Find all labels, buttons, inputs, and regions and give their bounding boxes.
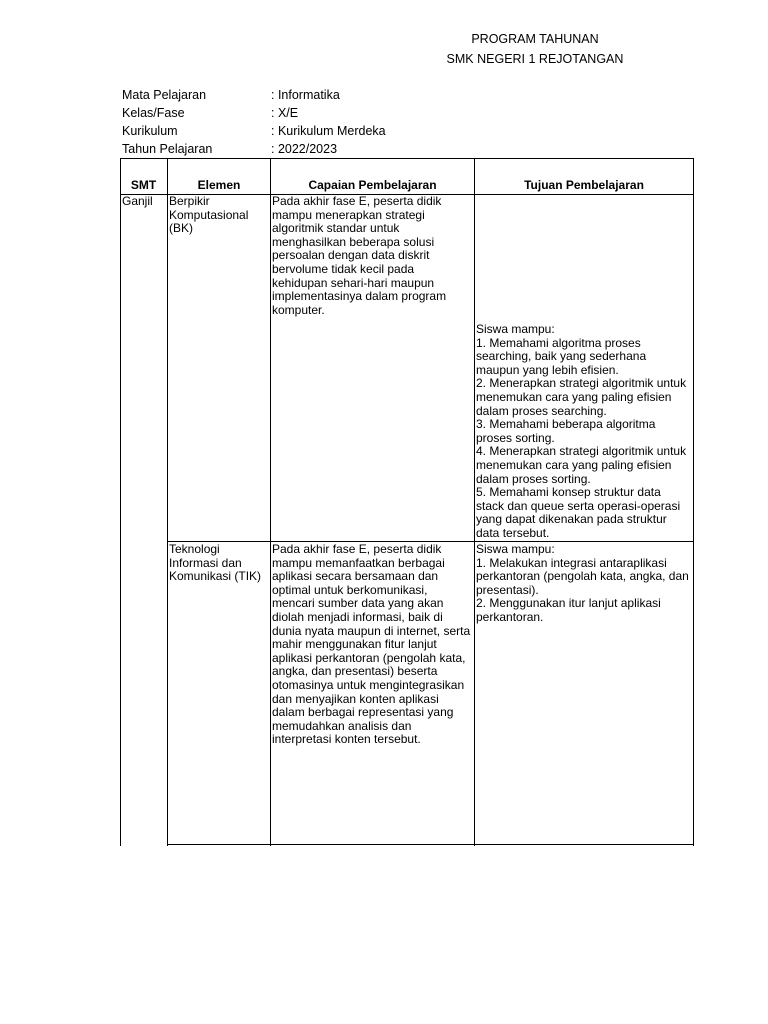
meta-label: Mata Pelajaran xyxy=(122,88,207,102)
meta-value: : Kurikulum Merdeka xyxy=(271,124,386,138)
table-top-border xyxy=(120,158,694,159)
column-border-capaian xyxy=(474,158,475,846)
tujuan-item: 3. Memahami beberapa algoritma proses sorting. xyxy=(476,417,656,445)
tujuan-item: 4. Menerapkan strategi algoritmik untuk menemukan cara yang paling efisien dalam proses sorting. xyxy=(476,444,687,486)
document-title: PROGRAM TAHUNAN xyxy=(471,32,599,46)
table-bottom-border xyxy=(167,844,694,845)
tujuan-cell-tik xyxy=(476,543,692,625)
header-capaian: Capaian Pembelajaran xyxy=(308,178,437,192)
tujuan-item: 1. Melakukan integrasi antaraplikasi perkantoran (pengolah kata, angka, dan presentasi). xyxy=(476,555,689,597)
meta-row-subject xyxy=(122,86,386,104)
semester-cell: Ganjil xyxy=(122,194,153,208)
meta-label: Kurikulum xyxy=(122,124,178,138)
annual-program-table xyxy=(120,158,694,846)
column-border-left xyxy=(120,158,121,846)
header-smt: SMT xyxy=(130,178,157,192)
tujuan-item: 1. Memahami algoritma proses searching, baik yang sederhana maupun yang lebih efisien. xyxy=(476,335,647,377)
meta-row-class xyxy=(122,104,386,122)
column-border-right xyxy=(693,158,694,846)
meta-value: : 2022/2023 xyxy=(271,142,338,156)
header-elemen: Elemen xyxy=(197,178,241,192)
tujuan-item: 2. Menggunakan itur lanjut aplikasi perkantoran. xyxy=(476,596,661,624)
capaian-cell-tik: Pada akhir fase E, peserta didik mampu memanfaatkan berbagai aplikasi secara bersamaan dan optimal untuk berkomunikasi, mencari sumber data yang akan diolah menjadi informasi, baik di dunia nyata maupun di internet, serta mahir menggunakan fitur lanjut aplikasi perkantoran (pengolah kata, angka, dan presentasi) beserta otomasinya untuk mengintegrasikan dan menyajikan konten aplikasi dalam berbagai representasi yang memudahkan analisis dan interpretasi konten tersebut. xyxy=(272,542,471,747)
meta-row-curriculum xyxy=(122,122,386,140)
elemen-cell-tik: Teknologi Informasi dan Komunikasi (TIK) xyxy=(169,542,262,584)
meta-value: : X/E xyxy=(271,106,299,120)
tujuan-intro: Siswa mampu: xyxy=(476,322,555,336)
tujuan-cell-bk xyxy=(476,323,692,541)
meta-value: : Informatika xyxy=(271,88,340,102)
tujuan-item: 5. Memahami konsep struktur data stack dan queue serta operasi-operasi yang dapat dikenakan pada struktur data tersebut. xyxy=(476,485,681,540)
document-meta xyxy=(122,86,386,158)
meta-label: Tahun Pelajaran xyxy=(122,142,213,156)
tujuan-intro: Siswa mampu: xyxy=(476,542,555,556)
school-name: SMK NEGERI 1 REJOTANGAN xyxy=(446,52,624,66)
capaian-cell-bk: Pada akhir fase E, peserta didik mampu menerapkan strategi algoritmik standar untuk menghasilkan beberapa solusi persoalan dengan data diskrit bervolume tidak kecil pada kehidupan sehari-hari maupun implementasinya dalam program komputer. xyxy=(272,194,447,317)
elemen-cell-bk: Berpikir Komputasional (BK) xyxy=(169,194,249,236)
header-tujuan: Tujuan Pembelajaran xyxy=(524,178,644,192)
meta-row-year xyxy=(122,140,386,158)
meta-label: Kelas/Fase xyxy=(122,106,185,120)
tujuan-item: 2. Menerapkan strategi algoritmik untuk menemukan cara yang paling efisien dalam proses searching. xyxy=(476,376,687,418)
column-border-elemen xyxy=(270,158,271,846)
column-border-smt xyxy=(167,158,168,846)
